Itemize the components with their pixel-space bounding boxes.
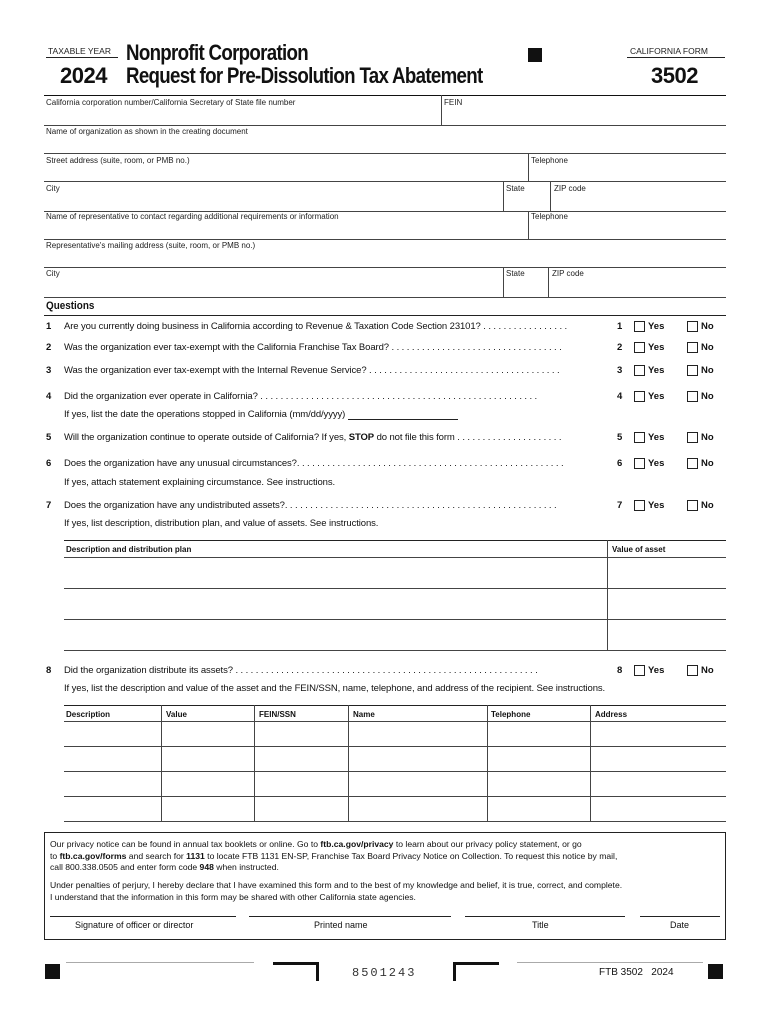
no-label: No xyxy=(701,342,714,353)
no-checkbox[interactable] xyxy=(687,342,698,353)
rep-state-field[interactable] xyxy=(506,280,544,294)
street-field[interactable] xyxy=(46,166,524,180)
zip-label: ZIP code xyxy=(554,184,586,193)
rep-state-label: State xyxy=(506,269,525,278)
rep-name-label: Name of representative to contact regarding additional requirements or information xyxy=(46,212,339,221)
yes-label: Yes xyxy=(648,342,665,353)
date-line[interactable] xyxy=(640,916,720,917)
privacy-link[interactable]: ftb.ca.gov/privacy xyxy=(320,839,394,849)
city-field[interactable] xyxy=(46,195,498,209)
table-row[interactable] xyxy=(64,619,726,620)
state-field[interactable] xyxy=(506,195,546,209)
no-label: No xyxy=(701,432,714,443)
yes-label: Yes xyxy=(648,432,665,443)
table-row[interactable] xyxy=(64,588,726,589)
no-label: No xyxy=(701,665,714,676)
telephone-label: Telephone xyxy=(531,156,568,165)
question-text: Does the organization have any unusual circumstances?. . . . . . . . . . . . . . . . . . . . . . . . . . . . . . . . . . . . . . . . . . . . . . . . . . . . . xyxy=(64,458,564,469)
no-checkbox[interactable] xyxy=(687,432,698,443)
question-text: Was the organization ever tax-exempt with the California Franchise Tax Board? . . . . . . . . . . . . . . . . . . . . . . . . . . . . . . . . . . xyxy=(64,342,562,353)
no-label: No xyxy=(701,458,714,469)
corner-mark-right xyxy=(453,962,499,981)
table-row[interactable] xyxy=(64,650,726,651)
question-number: 6 xyxy=(46,458,52,469)
org-name-field[interactable] xyxy=(46,138,724,152)
zip-field[interactable] xyxy=(554,195,724,209)
yes-label: Yes xyxy=(648,321,665,332)
signature-line[interactable] xyxy=(50,916,236,917)
table8-header-telephone: Telephone xyxy=(491,710,531,719)
table8-header-fein: FEIN/SSN xyxy=(259,710,296,719)
table7-header-description: Description and distribution plan xyxy=(66,545,192,554)
yes-checkbox[interactable] xyxy=(634,391,645,402)
registration-mark-top xyxy=(528,48,542,62)
line-number: 5 xyxy=(617,432,623,443)
no-checkbox[interactable] xyxy=(687,665,698,676)
rep-telephone-label: Telephone xyxy=(531,212,568,221)
rep-city-field[interactable] xyxy=(46,280,498,294)
fein-label: FEIN xyxy=(444,98,463,107)
questions-heading: Questions xyxy=(46,300,95,312)
line-number: 2 xyxy=(617,342,623,353)
org-name-label: Name of organization as shown in the creating document xyxy=(46,127,248,136)
tax-year: 2024 xyxy=(60,63,107,88)
question-subtext: If yes, list the date the operations stopped in California (mm/dd/yyyy) xyxy=(64,409,458,420)
printed-name-label: Printed name xyxy=(314,920,368,930)
footer-form-id: FTB 3502 2024 xyxy=(599,967,674,978)
no-label: No xyxy=(701,500,714,511)
yes-checkbox[interactable] xyxy=(634,432,645,443)
question-subtext: If yes, attach statement explaining circumstance. See instructions. xyxy=(64,477,336,488)
line-number: 6 xyxy=(617,458,623,469)
rep-address-field[interactable] xyxy=(46,252,724,266)
question-subtext: If yes, list description, distribution plan, and value of assets. See instructions. xyxy=(64,518,379,529)
state-label: State xyxy=(506,184,525,193)
no-label: No xyxy=(701,365,714,376)
question-number: 8 xyxy=(46,665,52,676)
taxable-year-label: TAXABLE YEAR xyxy=(48,46,111,56)
no-checkbox[interactable] xyxy=(687,321,698,332)
question-number: 4 xyxy=(46,391,52,402)
table8-header-description: Description xyxy=(66,710,111,719)
title-label: Title xyxy=(532,920,549,930)
table-row[interactable] xyxy=(64,821,726,822)
rep-address-label: Representative's mailing address (suite, room, or PMB no.) xyxy=(46,241,256,250)
form-number: 3502 xyxy=(651,63,698,88)
table-row[interactable] xyxy=(64,796,726,797)
registration-mark-bottom-left xyxy=(45,964,60,979)
no-checkbox[interactable] xyxy=(687,391,698,402)
line-number: 7 xyxy=(617,500,623,511)
header-rule xyxy=(46,57,118,58)
line-number: 4 xyxy=(617,391,623,402)
line-number: 8 xyxy=(617,665,623,676)
question-number: 1 xyxy=(46,321,52,332)
yes-checkbox[interactable] xyxy=(634,321,645,332)
forms-link[interactable]: ftb.ca.gov/forms xyxy=(59,850,127,861)
yes-label: Yes xyxy=(648,365,665,376)
rep-zip-label: ZIP code xyxy=(552,269,584,278)
question-text: Did the organization ever operate in California? . . . . . . . . . . . . . . . . . . . . . . . . . . . . . . . . . . . . . . . . . . . . . . . . . . . . . . . xyxy=(64,391,538,402)
yes-label: Yes xyxy=(648,458,665,469)
yes-checkbox[interactable] xyxy=(634,458,645,469)
no-checkbox[interactable] xyxy=(687,500,698,511)
yes-checkbox[interactable] xyxy=(634,500,645,511)
table8-header-value: Value xyxy=(166,710,187,719)
registration-mark-bottom-right xyxy=(708,964,723,979)
form-title-line2: Request for Pre-Dissolution Tax Abatement xyxy=(126,63,483,88)
rep-city-label: City xyxy=(46,269,60,278)
city-label: City xyxy=(46,184,60,193)
form-title-line1: Nonprofit Corporation xyxy=(126,40,309,65)
line-number: 3 xyxy=(617,365,623,376)
perjury-statement: Under penalties of perjury, I hereby declare that I have examined this form and to the best of my knowledge and belief, it is true, correct, and complete. I understand that the information in this form may be shared with other California state agencies. xyxy=(50,880,623,902)
question-text: Does the organization have any undistributed assets?. . . . . . . . . . . . . . . . . . . . . . . . . . . . . . . . . . . . . . . . . . . . . . . . . . . . . . xyxy=(64,500,557,511)
table-row[interactable] xyxy=(64,771,726,772)
yes-label: Yes xyxy=(648,500,665,511)
rep-zip-field[interactable] xyxy=(552,280,724,294)
corp-number-field[interactable] xyxy=(46,109,436,123)
yes-checkbox[interactable] xyxy=(634,665,645,676)
question-number: 5 xyxy=(46,432,52,443)
question-number: 7 xyxy=(46,500,52,511)
question-subtext: If yes, list the description and value of the asset and the FEIN/SSN, name, telephone, and address of the recipient. See instructions. xyxy=(64,683,606,694)
yes-checkbox[interactable] xyxy=(634,342,645,353)
california-form-label: CALIFORNIA FORM xyxy=(630,46,708,56)
title-line[interactable] xyxy=(465,916,625,917)
yes-label: Yes xyxy=(648,665,665,676)
no-label: No xyxy=(701,321,714,332)
question-number: 3 xyxy=(46,365,52,376)
printed-name-line[interactable] xyxy=(249,916,451,917)
corner-mark-left xyxy=(273,962,319,981)
privacy-notice: Our privacy notice can be found in annual tax booklets or online. Go to ftb.ca.gov/privacy to learn about our privacy policy statement, or go to ftb.ca.gov/forms and search for 1131 to locate FTB 1131 EN-SP, Franchise Tax Board Privacy Notice on Collection. To request this notice by mail, call 800.338.0505 and enter form code 948 when instructed. xyxy=(50,839,618,872)
date-label: Date xyxy=(670,920,690,930)
corp-number-label: California corporation number/California Secretary of State file number xyxy=(46,98,296,107)
line-number: 1 xyxy=(617,321,623,332)
telephone-field[interactable] xyxy=(531,166,723,180)
street-label: Street address (suite, room, or PMB no.) xyxy=(46,156,190,165)
no-checkbox[interactable] xyxy=(687,365,698,376)
yes-label: Yes xyxy=(648,391,665,402)
question-text: Are you currently doing business in California according to Revenue & Taxation Code Section 23101? . . . . . . . . . . . . . . . . . xyxy=(64,321,568,332)
question-number: 2 xyxy=(46,342,52,353)
barcode-number: 8501243 xyxy=(352,966,417,980)
table7-header-value: Value of asset xyxy=(612,545,666,554)
table8-header-address: Address xyxy=(595,710,628,719)
rep-telephone-field[interactable] xyxy=(531,223,723,237)
table8-header-name: Name xyxy=(353,710,375,719)
rep-name-field[interactable] xyxy=(46,223,524,237)
signature-label: Signature of officer or director xyxy=(75,920,194,930)
header-rule-right xyxy=(627,57,725,58)
date-stopped-line[interactable] xyxy=(348,410,458,420)
question-text: Was the organization ever tax-exempt with the Internal Revenue Service? . . . . . . . . . . . . . . . . . . . . . . . . . . . . . . . . . . . . . . xyxy=(64,365,560,376)
yes-checkbox[interactable] xyxy=(634,365,645,376)
fein-field[interactable] xyxy=(444,109,724,123)
no-checkbox[interactable] xyxy=(687,458,698,469)
table-row[interactable] xyxy=(64,746,726,747)
question-text: Will the organization continue to operate outside of California? If yes, STOP do not file this form . . . . . . . . . . . . . . . . . . . . . xyxy=(64,432,562,443)
question-text: Did the organization distribute its assets? . . . . . . . . . . . . . . . . . . . . . . . . . . . . . . . . . . . . . . . . . . . . . . . . . . . . . . . . . . . . xyxy=(64,665,538,676)
no-label: No xyxy=(701,391,714,402)
